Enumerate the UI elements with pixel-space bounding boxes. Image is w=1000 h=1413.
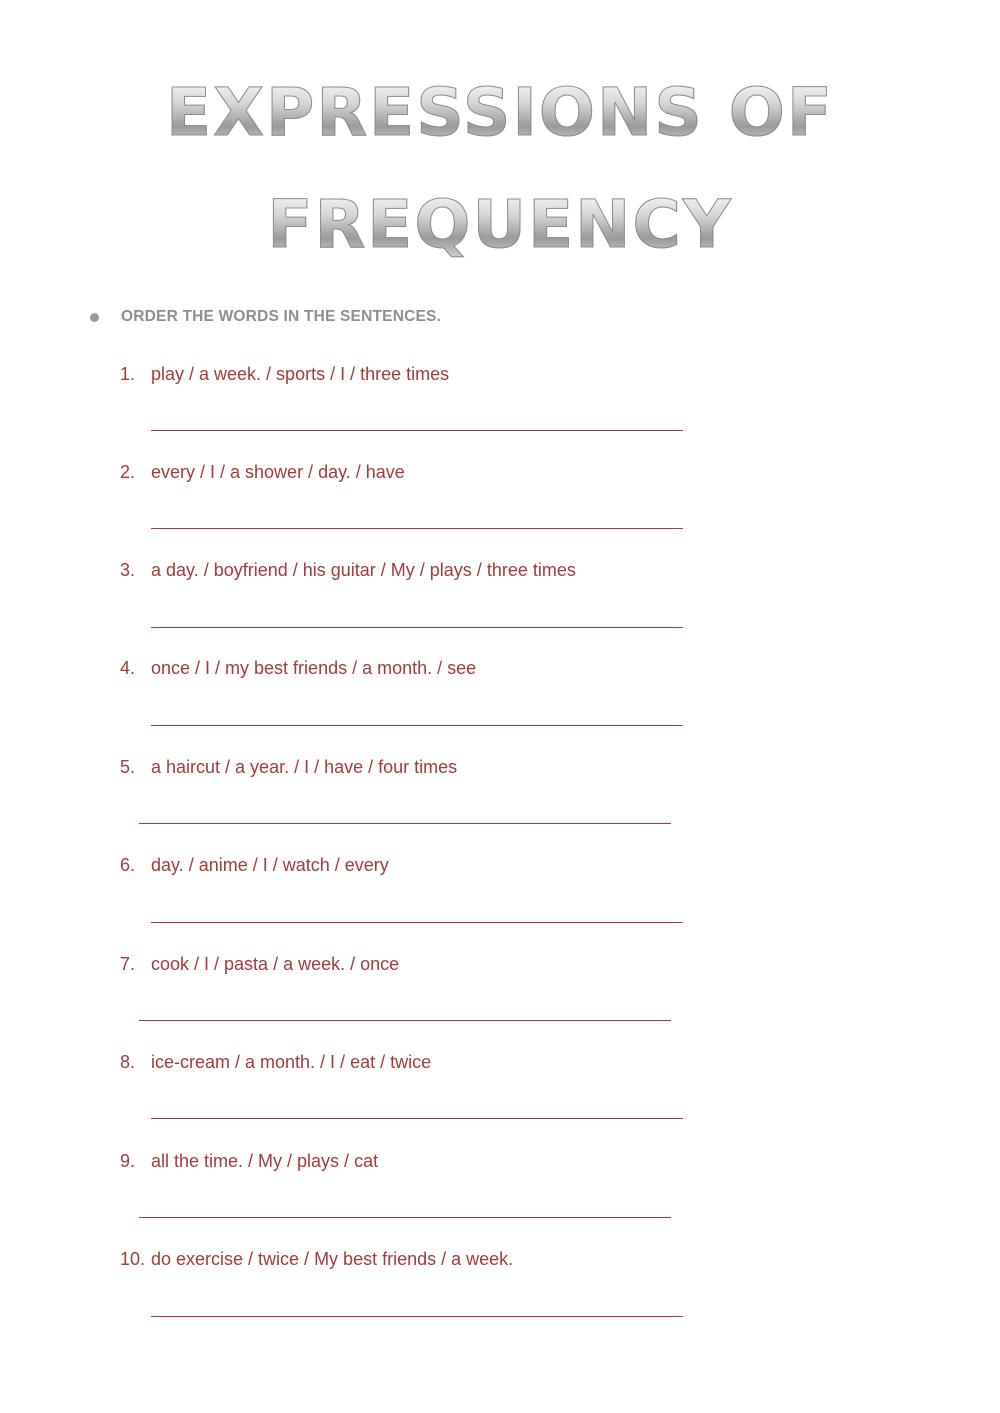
exercise-number: 5. xyxy=(120,757,136,777)
exercise-7 xyxy=(120,953,820,975)
answer-line-10[interactable] xyxy=(151,1316,683,1317)
exercise-number: 1. xyxy=(120,364,136,384)
exercise-10 xyxy=(120,1248,820,1270)
title-line-2: FREQUENCY xyxy=(0,192,1000,258)
exercise-prompt: all the time. / My / plays / cat xyxy=(151,1151,379,1171)
title-line-1: EXPRESSIONS OF xyxy=(0,80,1000,146)
answer-line-2[interactable] xyxy=(151,528,683,529)
exercise-number: 9. xyxy=(120,1151,136,1171)
exercise-2 xyxy=(120,461,820,483)
answer-line-6[interactable] xyxy=(151,922,683,923)
exercise-6 xyxy=(120,854,820,876)
instruction-text: ORDER THE WORDS IN THE SENTENCES. xyxy=(121,308,442,325)
answer-line-4[interactable] xyxy=(151,725,683,726)
exercise-number: 2. xyxy=(120,462,136,482)
exercise-prompt: every / I / a shower / day. / have xyxy=(151,462,405,482)
exercise-9 xyxy=(120,1150,820,1172)
answer-line-8[interactable] xyxy=(151,1118,683,1119)
answer-line-5[interactable] xyxy=(139,823,671,824)
exercise-prompt: ice-cream / a month. / I / eat / twice xyxy=(151,1052,432,1072)
exercise-prompt: play / a week. / sports / I / three times xyxy=(151,364,450,384)
exercise-prompt: a haircut / a year. / I / have / four times xyxy=(151,757,458,777)
exercise-prompt: do exercise / twice / My best friends / a week. xyxy=(151,1249,514,1269)
exercise-number: 8. xyxy=(120,1052,136,1072)
instruction xyxy=(90,308,441,326)
answer-line-1[interactable] xyxy=(151,430,683,431)
answer-line-7[interactable] xyxy=(139,1020,671,1021)
answer-line-3[interactable] xyxy=(151,627,683,628)
answer-line-9[interactable] xyxy=(139,1217,671,1218)
exercise-prompt: once / I / my best friends / a month. / see xyxy=(151,658,477,678)
exercise-4 xyxy=(120,657,820,679)
exercise-1 xyxy=(120,363,820,385)
exercise-number: 4. xyxy=(120,658,136,678)
exercise-8 xyxy=(120,1051,820,1073)
exercise-number: 7. xyxy=(120,954,136,974)
exercise-prompt: a day. / boyfriend / his guitar / My / plays / three times xyxy=(151,560,576,580)
bullet-icon xyxy=(90,313,99,322)
exercise-5 xyxy=(120,756,820,778)
exercise-prompt: day. / anime / I / watch / every xyxy=(151,855,389,875)
exercise-number: 3. xyxy=(120,560,136,580)
exercise-number: 6. xyxy=(120,855,136,875)
exercise-prompt: cook / I / pasta / a week. / once xyxy=(151,954,400,974)
exercise-number: 10. xyxy=(120,1249,146,1269)
exercise-3 xyxy=(120,559,820,581)
